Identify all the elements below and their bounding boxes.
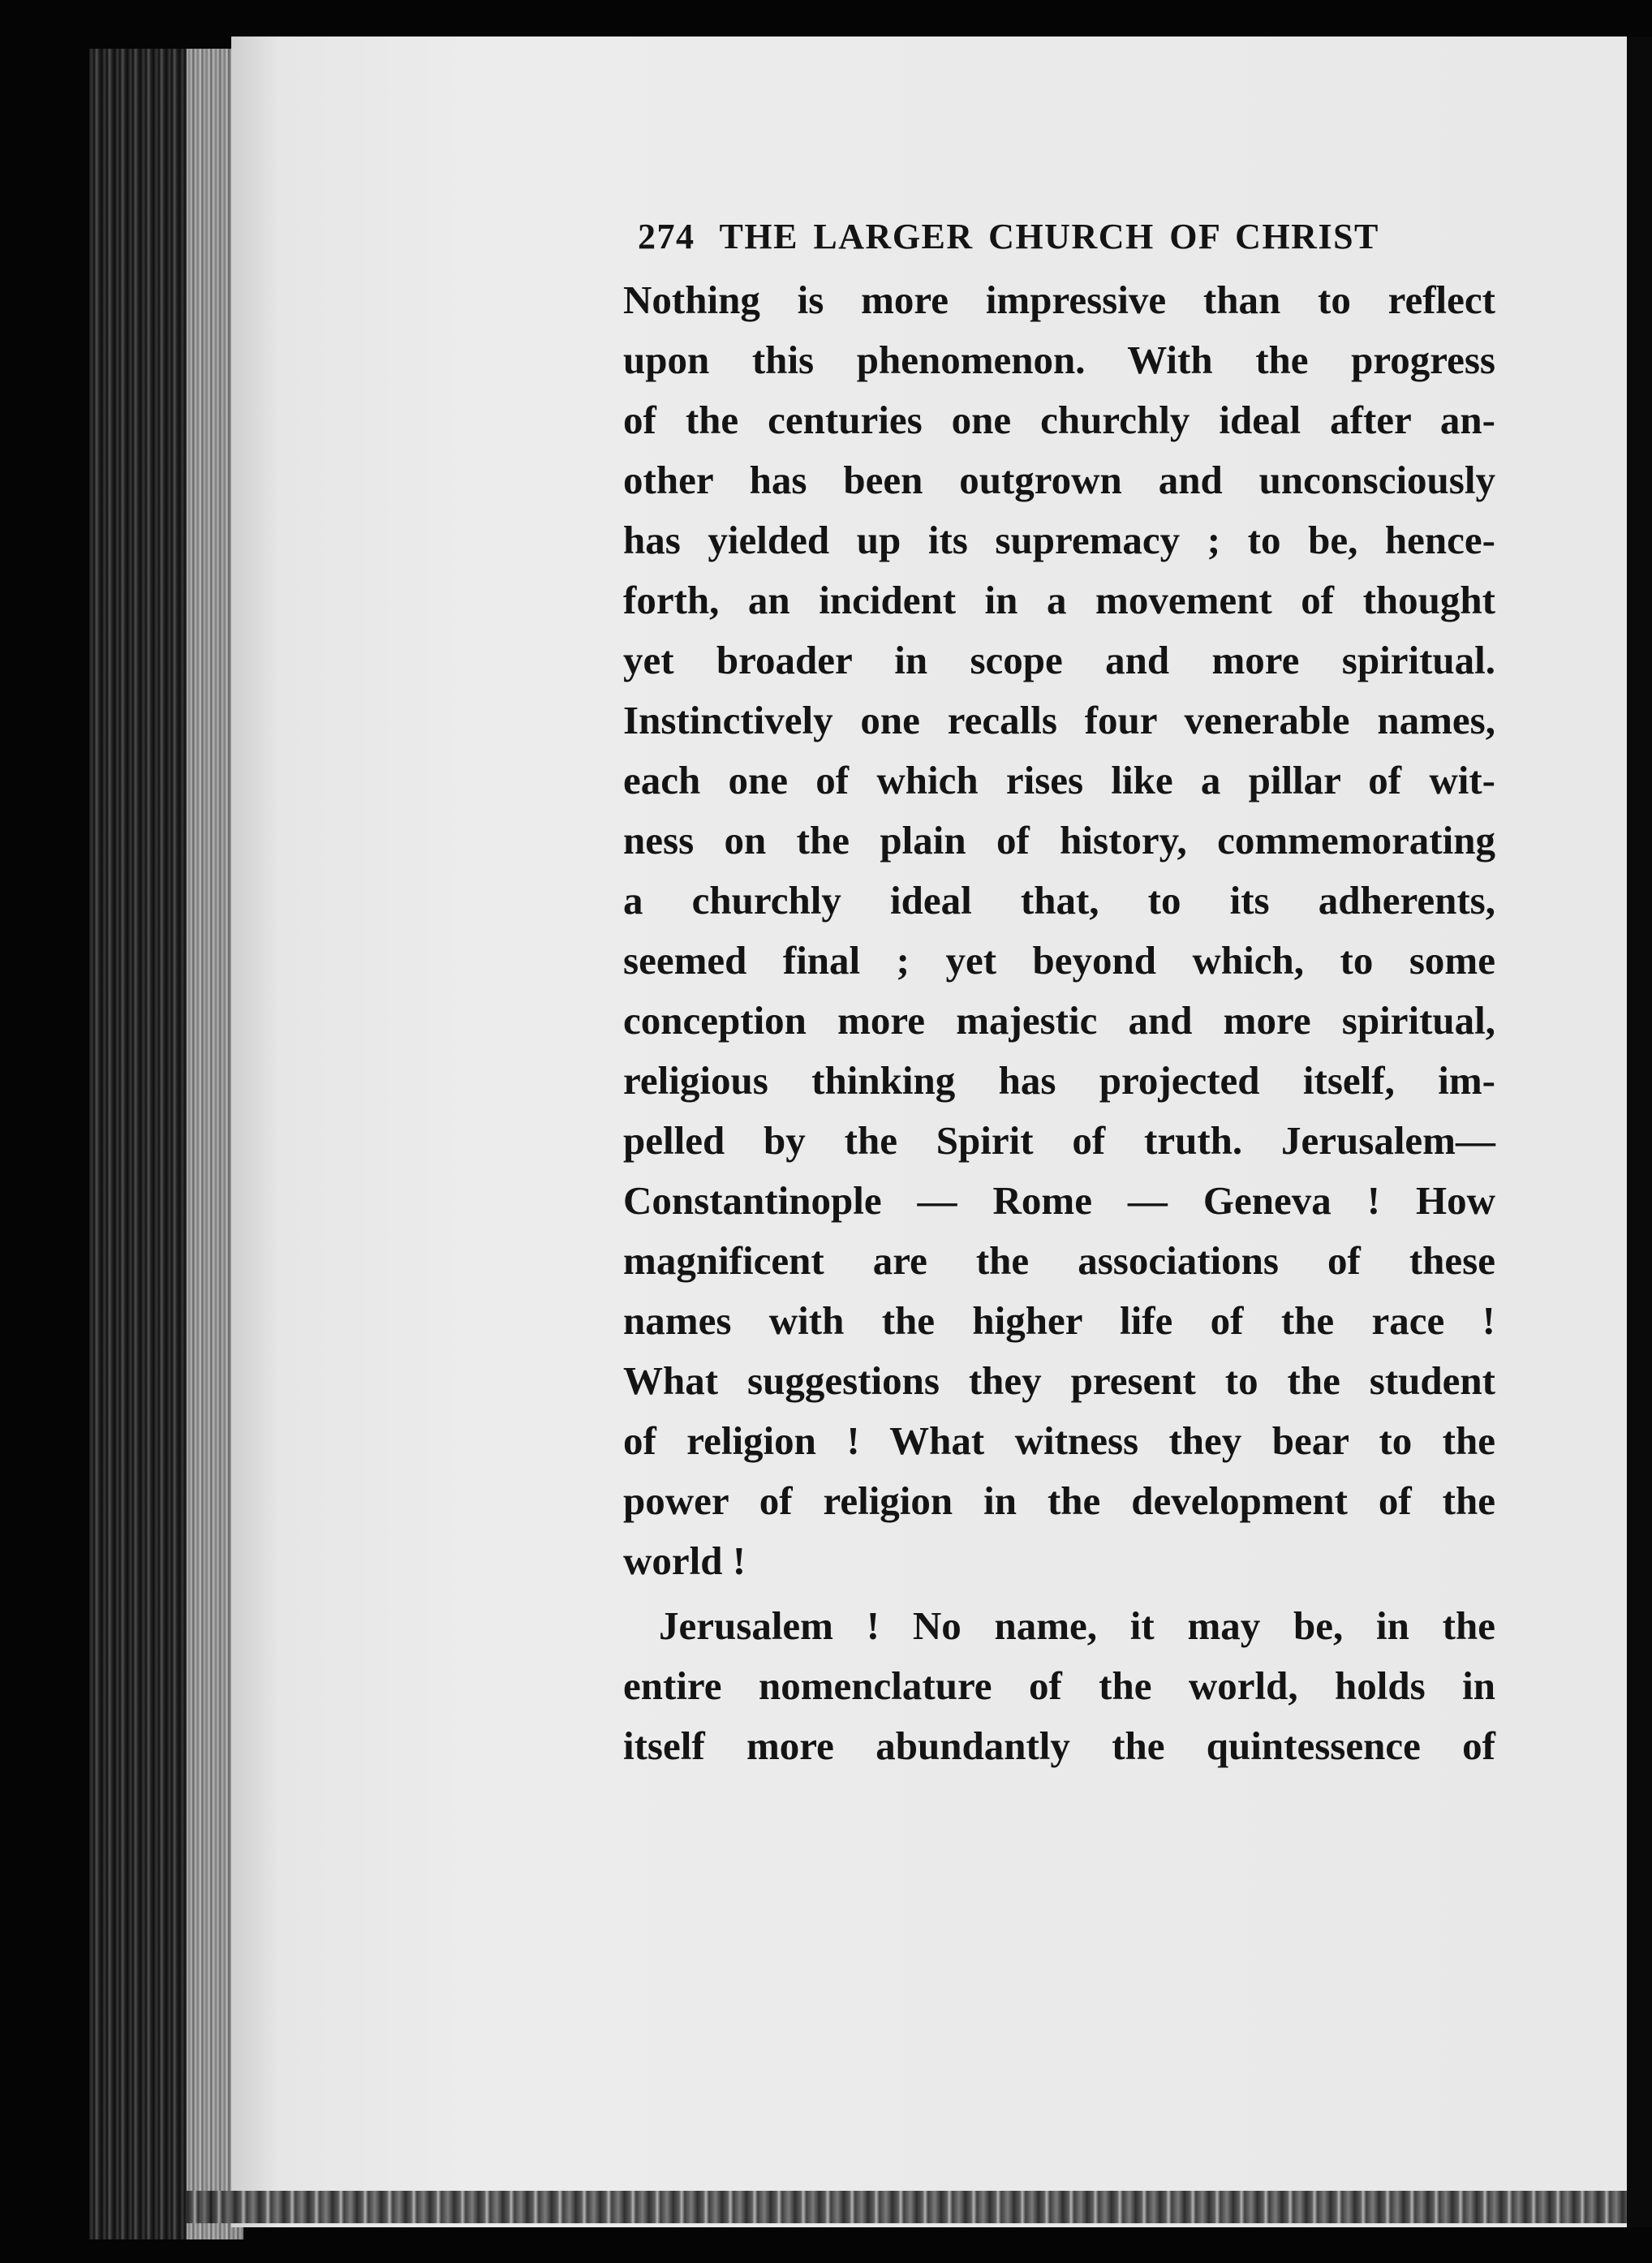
text-line: power of religion in the development of the bbox=[623, 1478, 1495, 1523]
page-number: 274 bbox=[638, 217, 695, 256]
running-head bbox=[638, 216, 1495, 257]
text-line: has yielded up its supremacy ; to be, hence- bbox=[623, 518, 1495, 562]
text-line: Constantinople — Rome — Geneva ! How bbox=[623, 1178, 1495, 1223]
page-text-block bbox=[623, 216, 1495, 1776]
text-line: a churchly ideal that, to its adherents, bbox=[623, 878, 1495, 923]
text-line: Instinctively one recalls four venerable names, bbox=[623, 698, 1495, 742]
text-line: forth, an incident in a movement of thought bbox=[623, 578, 1495, 622]
text-line: world ! bbox=[623, 1538, 746, 1583]
text-line: What suggestions they present to the student bbox=[623, 1358, 1495, 1403]
text-line: magnificent are the associations of these bbox=[623, 1238, 1495, 1283]
text-line: pelled by the Spirit of truth. Jerusalem— bbox=[623, 1118, 1495, 1163]
text-line: of religion ! What witness they bear to the bbox=[623, 1418, 1495, 1463]
paragraph-2 bbox=[623, 1596, 1495, 1776]
text-line: ness on the plain of history, commemorating bbox=[623, 818, 1495, 863]
text-line: of the centuries one churchly ideal after an- bbox=[623, 398, 1495, 442]
book-bottom-edge bbox=[187, 2191, 1631, 2223]
paragraph-1 bbox=[623, 270, 1495, 1591]
text-line: entire nomenclature of the world, holds in bbox=[623, 1663, 1495, 1708]
running-title: THE LARGER CHURCH OF CHRIST bbox=[719, 217, 1379, 256]
text-line: yet broader in scope and more spiritual. bbox=[623, 638, 1495, 682]
text-line: upon this phenomenon. With the progress bbox=[623, 338, 1495, 382]
text-line: itself more abundantly the quintessence of bbox=[623, 1723, 1495, 1768]
text-line: seemed final ; yet beyond which, to some bbox=[623, 938, 1495, 983]
text-line: Nothing is more impressive than to reflect bbox=[623, 277, 1495, 322]
text-line: other has been outgrown and unconsciously bbox=[623, 458, 1495, 502]
text-line: conception more majestic and more spiritual, bbox=[623, 998, 1495, 1043]
scan-right-border bbox=[1627, 37, 1652, 2227]
text-line: names with the higher life of the race ! bbox=[623, 1298, 1495, 1343]
text-line: each one of which rises like a pillar of wit- bbox=[623, 758, 1495, 802]
text-line: Jerusalem ! No name, it may be, in the bbox=[659, 1603, 1495, 1648]
text-line: religious thinking has projected itself, im- bbox=[623, 1058, 1495, 1103]
